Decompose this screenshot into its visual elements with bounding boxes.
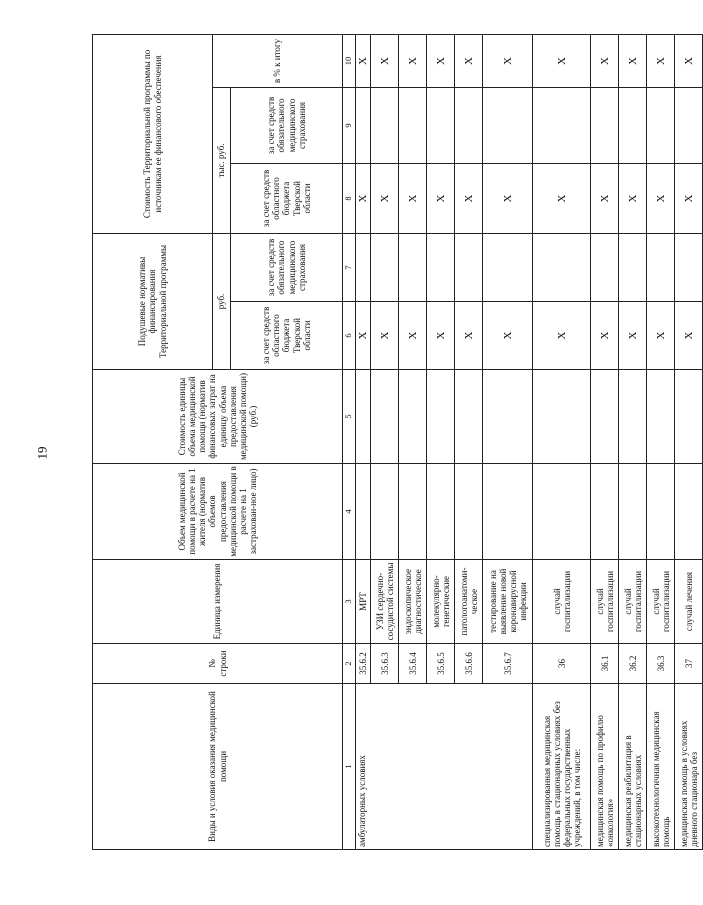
cell-oms-cost: [455, 87, 483, 163]
cell-unit-cost: [427, 370, 455, 464]
table-row: [533, 34, 591, 849]
header-budget-cost: за счет средств областного бюджета Тверской области: [231, 163, 343, 233]
cell-oms-cost: [399, 87, 427, 163]
row-unit: случай госпитализации: [647, 560, 675, 644]
cell-volume: [483, 464, 533, 560]
column-number: 10: [343, 34, 356, 87]
cell-oms-cost: [427, 87, 455, 163]
row-unit: случай госпитализации: [591, 560, 619, 644]
cell-budget-cost: X: [647, 163, 675, 233]
cell-unit-cost: [591, 370, 619, 464]
cell-oms-norm: [483, 233, 533, 301]
row-kind: медицинская помощь в условиях дневного стационара без: [675, 684, 703, 850]
header-program-cost: Стоимость Территориальной программы по источникам ее финансового обеспечения: [93, 34, 213, 233]
table-row: [619, 34, 647, 849]
row-number: 35.6.4: [399, 644, 427, 684]
cell-volume: [399, 464, 427, 560]
column-number: 6: [343, 302, 356, 370]
rotated-table-wrapper: [92, 35, 699, 850]
cell-oms-norm: [356, 233, 371, 301]
cell-oms-cost: [619, 87, 647, 163]
cell-budget-cost: X: [533, 163, 591, 233]
cell-unit-cost: [455, 370, 483, 464]
cell-budget-norm: X: [483, 302, 533, 370]
header-budget-norm: за счет средств областного бюджета Тверской области: [231, 302, 343, 370]
cell-budget-norm: X: [455, 302, 483, 370]
cell-budget-norm: X: [356, 302, 371, 370]
cell-budget-norm: X: [619, 302, 647, 370]
cell-unit-cost: [356, 370, 371, 464]
cell-volume: [455, 464, 483, 560]
cell-oms-norm: [533, 233, 591, 301]
header-percent-total: в % к итогу: [213, 34, 343, 87]
cell-budget-cost: X: [356, 163, 371, 233]
cell-budget-cost: X: [399, 163, 427, 233]
row-unit: молекулярно-генетические: [427, 560, 455, 644]
row-number: 36.1: [591, 644, 619, 684]
header-unit: Единица измерения: [93, 560, 343, 644]
cell-oms-cost: [371, 87, 399, 163]
cell-unit-cost: [619, 370, 647, 464]
cell-budget-norm: X: [371, 302, 399, 370]
cell-oms-norm: [675, 233, 703, 301]
cell-budget-norm: X: [399, 302, 427, 370]
cell-percent: X: [356, 34, 371, 87]
cell-volume: [533, 464, 591, 560]
cell-percent: X: [647, 34, 675, 87]
cell-percent: X: [483, 34, 533, 87]
header-unit-rub: руб.: [213, 233, 231, 369]
table-row: [647, 34, 675, 849]
table-row: [591, 34, 619, 849]
row-kind: амбулаторных условиях: [356, 684, 533, 850]
cell-percent: X: [675, 34, 703, 87]
row-number: 35.6.6: [455, 644, 483, 684]
cell-oms-norm: [399, 233, 427, 301]
row-number: 36.3: [647, 644, 675, 684]
row-number: 35.6.5: [427, 644, 455, 684]
cell-budget-cost: X: [619, 163, 647, 233]
cell-percent: X: [399, 34, 427, 87]
cell-budget-norm: X: [591, 302, 619, 370]
row-number: 35.6.2: [356, 644, 371, 684]
cell-volume: [591, 464, 619, 560]
row-unit: тестирование на выявление новой коронавирусной инфекции: [483, 560, 533, 644]
cell-unit-cost: [533, 370, 591, 464]
column-number: 3: [343, 560, 356, 644]
page-number: 19: [34, 446, 50, 460]
header-oms-cost: за счет средств обязательного медицинского страхования: [231, 87, 343, 163]
header-oms-norm: за счет средств обязательного медицинского страхования: [231, 233, 343, 301]
cell-budget-cost: X: [427, 163, 455, 233]
cell-oms-cost: [356, 87, 371, 163]
row-unit: случай лечения: [675, 560, 703, 644]
row-number: 36: [533, 644, 591, 684]
cell-volume: [675, 464, 703, 560]
cell-oms-cost: [675, 87, 703, 163]
cell-budget-cost: X: [455, 163, 483, 233]
cell-oms-norm: [427, 233, 455, 301]
cell-budget-cost: X: [483, 163, 533, 233]
row-number: 35.6.3: [371, 644, 399, 684]
header-kinds: Виды и условия оказания медицинской помощи: [93, 684, 343, 850]
row-unit: МРТ: [356, 560, 371, 644]
row-unit: случай госпитализации: [533, 560, 591, 644]
cell-volume: [371, 464, 399, 560]
header-per-capita-norms: Подушевые нормативы финансирования Территориальной программы: [93, 233, 213, 369]
cell-unit-cost: [483, 370, 533, 464]
header-volume: Объем медицинской помощи в расчете на 1 жителя (норматив объемов предоставления медицинской помощи в расчете на 1 застрахован-ное лицо): [93, 464, 343, 560]
cell-unit-cost: [399, 370, 427, 464]
cell-budget-norm: X: [647, 302, 675, 370]
cell-oms-norm: [619, 233, 647, 301]
row-kind: специализированная медицинская помощь в стационарных условиях без федеральных государственных учреждений, в том числе:: [533, 684, 591, 850]
cell-oms-norm: [591, 233, 619, 301]
cell-oms-norm: [371, 233, 399, 301]
cell-oms-norm: [455, 233, 483, 301]
header-unit-thousand-rub: тыс. руб.: [213, 87, 231, 233]
row-number: 37: [675, 644, 703, 684]
cell-unit-cost: [371, 370, 399, 464]
cell-budget-cost: X: [591, 163, 619, 233]
cell-unit-cost: [675, 370, 703, 464]
row-number: 36.2: [619, 644, 647, 684]
column-number: 7: [343, 233, 356, 301]
cell-percent: X: [591, 34, 619, 87]
cell-percent: X: [533, 34, 591, 87]
column-number: 1: [343, 684, 356, 850]
column-number: 4: [343, 464, 356, 560]
cell-volume: [356, 464, 371, 560]
cell-volume: [647, 464, 675, 560]
cell-budget-cost: X: [371, 163, 399, 233]
header-row-number: № строки: [93, 644, 343, 684]
column-number: 2: [343, 644, 356, 684]
financing-table: [92, 34, 703, 850]
cell-percent: X: [427, 34, 455, 87]
cell-oms-cost: [591, 87, 619, 163]
row-unit: УЗИ сердечно-сосудистой системы: [371, 560, 399, 644]
column-number: 9: [343, 87, 356, 163]
row-unit: патологоанатоми-ческое: [455, 560, 483, 644]
cell-oms-cost: [533, 87, 591, 163]
header-unit-cost: Стоимость единицы объема медицинской помощи (норматив финансовых затрат на единицу объема предоставления медицинской помощи) (руб.): [93, 370, 343, 464]
cell-volume: [427, 464, 455, 560]
table-row: [356, 34, 371, 849]
cell-oms-cost: [647, 87, 675, 163]
row-unit: случай госпитализации: [619, 560, 647, 644]
row-number: 35.6.7: [483, 644, 533, 684]
row-kind: высокотехнологичная медицинская помощь: [647, 684, 675, 850]
cell-unit-cost: [647, 370, 675, 464]
cell-percent: X: [371, 34, 399, 87]
row-kind: медицинская реабилитация в стационарных условиях: [619, 684, 647, 850]
cell-oms-cost: [483, 87, 533, 163]
cell-budget-norm: X: [427, 302, 455, 370]
cell-budget-norm: X: [675, 302, 703, 370]
cell-percent: X: [455, 34, 483, 87]
row-kind: медицинская помощь по профилю «онкология»: [591, 684, 619, 850]
cell-budget-norm: X: [533, 302, 591, 370]
column-number: 8: [343, 163, 356, 233]
table-row: [675, 34, 703, 849]
row-unit: эндоскопическое диагностическое: [399, 560, 427, 644]
cell-volume: [619, 464, 647, 560]
column-number: 5: [343, 370, 356, 464]
cell-oms-norm: [647, 233, 675, 301]
cell-budget-cost: X: [675, 163, 703, 233]
cell-percent: X: [619, 34, 647, 87]
